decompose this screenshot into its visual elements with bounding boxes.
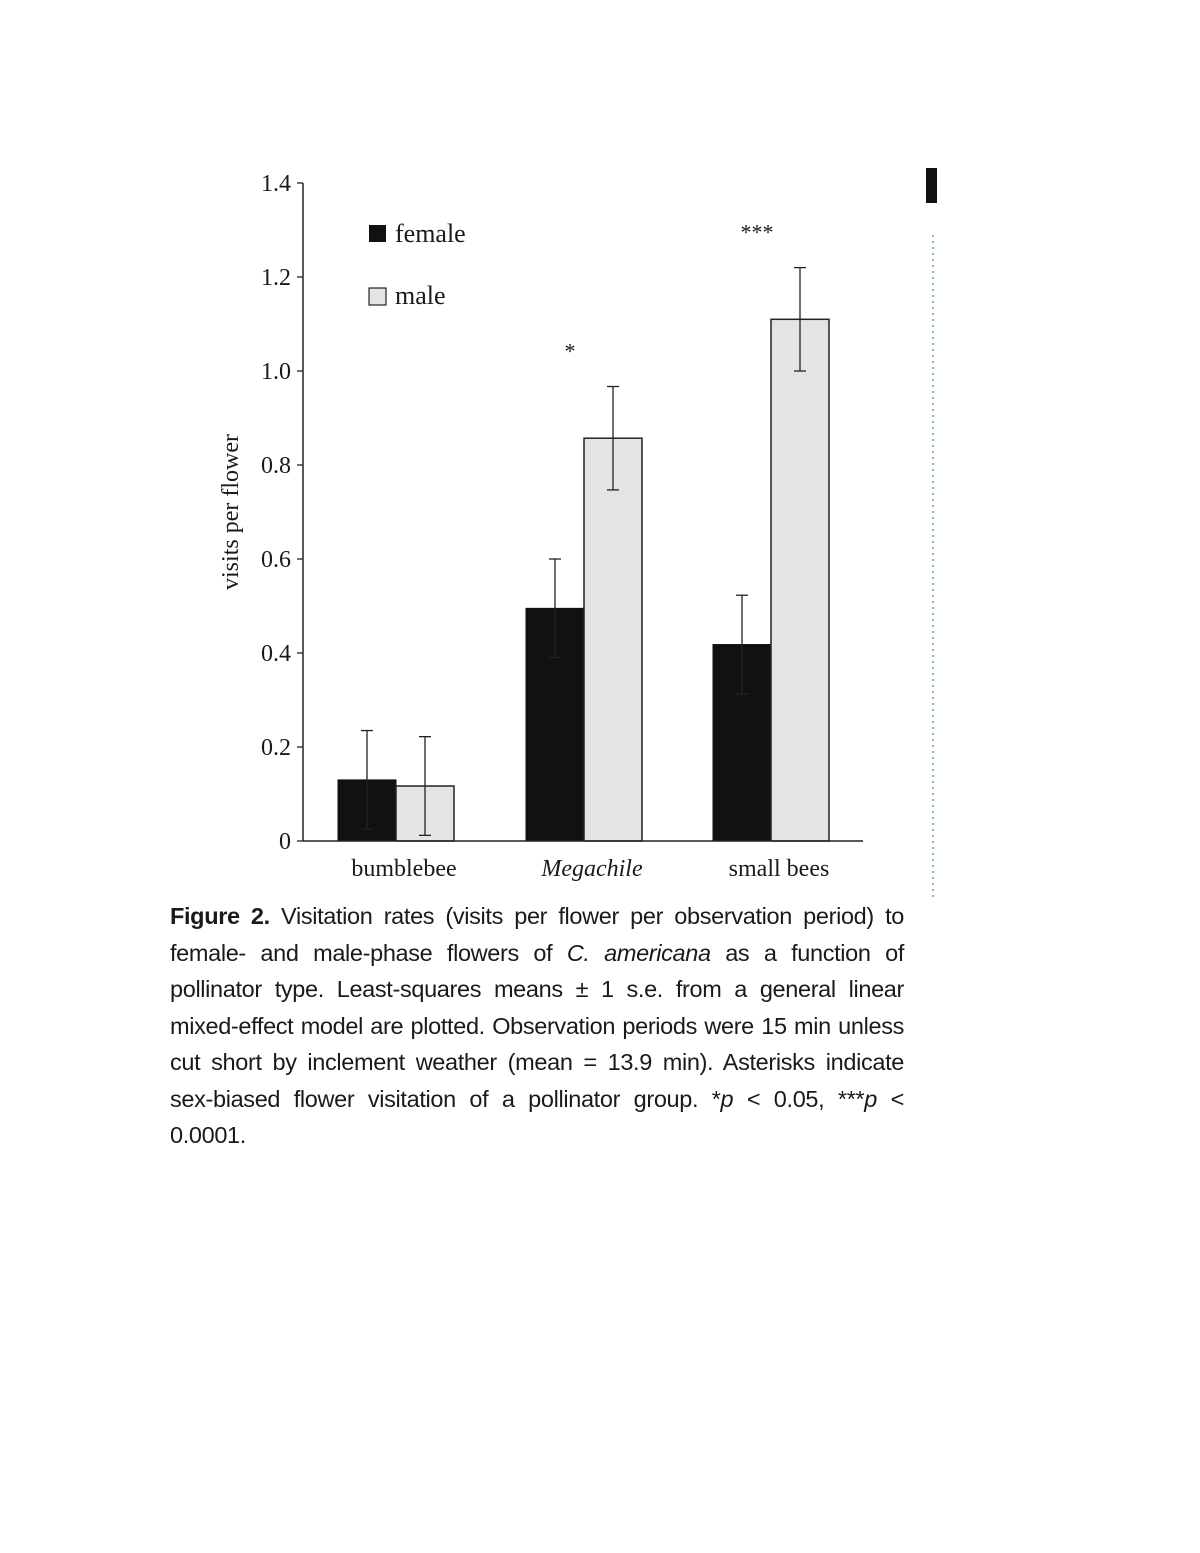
legend bbox=[369, 219, 466, 310]
caption-species: C. americana bbox=[566, 939, 711, 966]
legend-label-female: female bbox=[395, 219, 466, 248]
caption-text: Visitation rates (visits per flower per observation period) to female- and male-phase flowers of bbox=[170, 903, 904, 966]
y-axis-label: visits per flower bbox=[218, 434, 244, 590]
significance-marker: *** bbox=[740, 219, 774, 245]
caption-label: Figure 2. bbox=[170, 903, 270, 929]
caption-text: as a function of pollinator type. Least-squares means ± 1 s.e. from a general linear mixed-effect model are plotted. Observation periods were 15 min unless cut short by inclement weather (mean = 13.9 min). Asterisks indicate sex-biased flower visitation of a pollinator group. * bbox=[170, 939, 904, 1112]
legend-swatch-female bbox=[369, 225, 386, 242]
legend-label-male: male bbox=[395, 281, 446, 310]
y-tick-label: 1.2 bbox=[261, 265, 291, 291]
y-axis-ticks bbox=[261, 171, 303, 855]
x-tick-label: bumblebee bbox=[351, 856, 457, 882]
caption-p-symbol: p bbox=[720, 1085, 734, 1112]
y-tick-label: 1.4 bbox=[261, 171, 291, 197]
margin-bar bbox=[926, 168, 937, 203]
x-tick-label: small bees bbox=[728, 856, 830, 882]
bars bbox=[338, 319, 829, 841]
y-tick-label: 0 bbox=[279, 829, 291, 855]
x-axis-labels bbox=[351, 856, 829, 882]
caption-p-symbol: p bbox=[864, 1085, 878, 1112]
legend-swatch-male bbox=[369, 288, 386, 305]
significance-markers bbox=[565, 220, 774, 364]
y-tick-label: 1.0 bbox=[261, 359, 291, 385]
x-tick-label: Megachile bbox=[541, 856, 643, 882]
page-margin-marks bbox=[926, 168, 937, 900]
figure-caption bbox=[170, 898, 904, 1154]
y-tick-label: 0.4 bbox=[261, 641, 291, 667]
caption-text: < 0.0001. bbox=[170, 1085, 904, 1148]
y-tick-label: 0.2 bbox=[261, 735, 291, 761]
caption-text: < 0.05, *** bbox=[733, 1085, 865, 1112]
bar-male bbox=[584, 438, 642, 841]
y-tick-label: 0.6 bbox=[261, 547, 291, 573]
significance-marker: * bbox=[564, 338, 576, 364]
y-tick-label: 0.8 bbox=[261, 453, 291, 479]
bar-male bbox=[771, 319, 829, 841]
